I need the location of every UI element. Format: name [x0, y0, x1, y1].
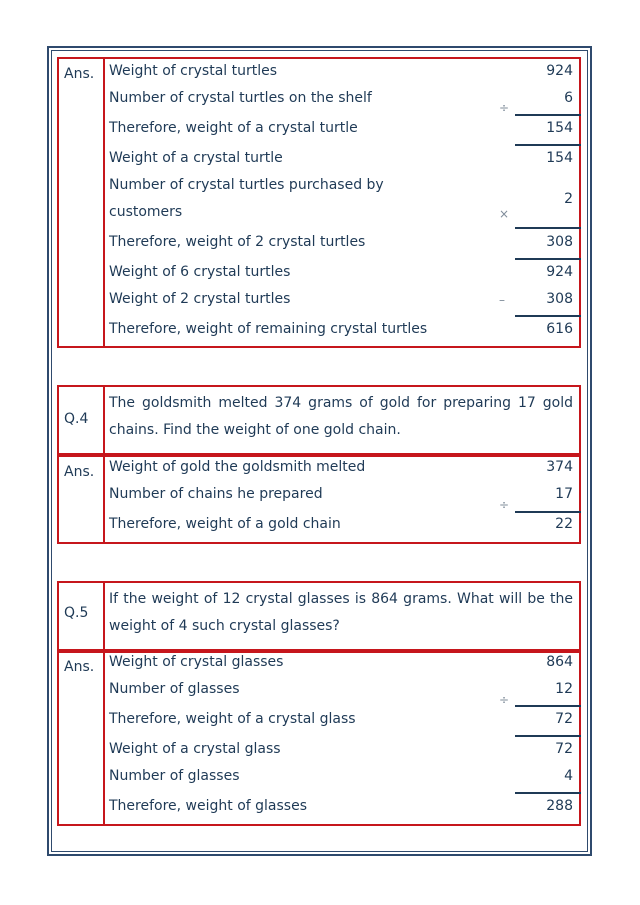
- answer5-row-3-value: 72: [555, 711, 573, 727]
- answer5-divider: [103, 653, 105, 824]
- answer3-rule-2: [515, 144, 581, 146]
- answer4-row-3-text: Therefore, weight of a gold chain: [109, 516, 341, 532]
- answer4-box: [57, 455, 581, 544]
- answer3-row-6-value: 308: [546, 234, 573, 250]
- answer4-row-1-text: Weight of gold the goldsmith melted: [109, 459, 366, 475]
- answer3-row-4-text: Weight of a crystal turtle: [109, 150, 283, 166]
- answer5-label: Ans.: [64, 659, 95, 675]
- answer5-row-2-value: 12: [555, 681, 573, 697]
- question4-label: Q.4: [64, 411, 89, 427]
- answer5-row-5-value: 4: [564, 768, 573, 784]
- answer4-row-2-text: Number of chains he prepared: [109, 486, 323, 502]
- answer5-row-6-value: 288: [546, 798, 573, 814]
- answer3-row-8-text: Weight of 2 crystal turtles: [109, 291, 291, 307]
- answer4-label: Ans.: [64, 464, 95, 480]
- answer5-row-1-text: Weight of crystal glasses: [109, 654, 284, 670]
- answer3-row-5-value: 2: [564, 191, 573, 207]
- answer5-row-4-value: 72: [555, 741, 573, 757]
- answer3-row-1-text: Weight of crystal turtles: [109, 63, 278, 79]
- answer3-row-4-value: 154: [546, 150, 573, 166]
- answer4-row-1-value: 374: [546, 459, 573, 475]
- answer3-row-9-value: 616: [546, 321, 573, 337]
- minus-icon: –: [499, 293, 505, 307]
- answer3-divider: [103, 59, 105, 346]
- multiply-icon: ×: [499, 207, 510, 221]
- answer5-row-6-text: Therefore, weight of glasses: [109, 798, 308, 814]
- answer3-row-1-value: 924: [546, 63, 573, 79]
- answer4-rule-1: [515, 511, 581, 513]
- answer4-divider: [103, 457, 105, 542]
- answer5-box: [57, 651, 581, 826]
- answer3-row-3-text: Therefore, weight of a crystal turtle: [109, 120, 358, 136]
- answer5-rule-2: [515, 735, 581, 737]
- answer3-row-6-text: Therefore, weight of 2 crystal turtles: [109, 234, 366, 250]
- question4-divider: [103, 387, 105, 453]
- answer4-row-3-value: 22: [555, 516, 573, 532]
- question5-label: Q.5: [64, 605, 89, 621]
- answer3-row-5-text-cont: customers: [109, 204, 183, 220]
- answer3-row-2-value: 6: [564, 90, 573, 106]
- answer3-rule-4: [515, 258, 581, 260]
- question5-box: [57, 581, 581, 651]
- answer5-row-2-text: Number of glasses: [109, 681, 240, 697]
- question5-divider: [103, 583, 105, 649]
- answer3-row-5-text: Number of crystal turtles purchased by: [109, 177, 384, 193]
- answer4-row-2-value: 17: [555, 486, 573, 502]
- answer5-rule-3: [515, 792, 581, 794]
- answer3-row-9-text: Therefore, weight of remaining crystal turtles: [109, 321, 428, 337]
- answer3-row-7-value: 924: [546, 264, 573, 280]
- answer3-rule-5: [515, 315, 581, 317]
- answer3-row-8-value: 308: [546, 291, 573, 307]
- answer5-row-3-text: Therefore, weight of a crystal glass: [109, 711, 356, 727]
- question4-text: The goldsmith melted 374 grams of gold for preparing 17 gold chains. Find the weight of one gold chain.: [109, 395, 573, 438]
- answer3-box: [57, 57, 581, 348]
- divide-icon: ÷: [499, 693, 510, 707]
- answer5-rule-1: [515, 705, 581, 707]
- answer5-row-4-text: Weight of a crystal glass: [109, 741, 281, 757]
- answer3-rule-3: [515, 227, 581, 229]
- answer3-row-3-value: 154: [546, 120, 573, 136]
- question5-text: If the weight of 12 crystal glasses is 864 grams. What will be the weight of 4 such crystal glasses?: [109, 591, 573, 634]
- answer5-row-1-value: 864: [546, 654, 573, 670]
- answer3-label: Ans.: [64, 66, 95, 82]
- divide-icon: ÷: [499, 101, 510, 115]
- answer3-row-2-text: Number of crystal turtles on the shelf: [109, 90, 372, 106]
- question4-box: [57, 385, 581, 455]
- answer3-row-7-text: Weight of 6 crystal turtles: [109, 264, 291, 280]
- answer5-row-5-text: Number of glasses: [109, 768, 240, 784]
- divide-icon: ÷: [499, 498, 510, 512]
- answer3-rule-1: [515, 114, 581, 116]
